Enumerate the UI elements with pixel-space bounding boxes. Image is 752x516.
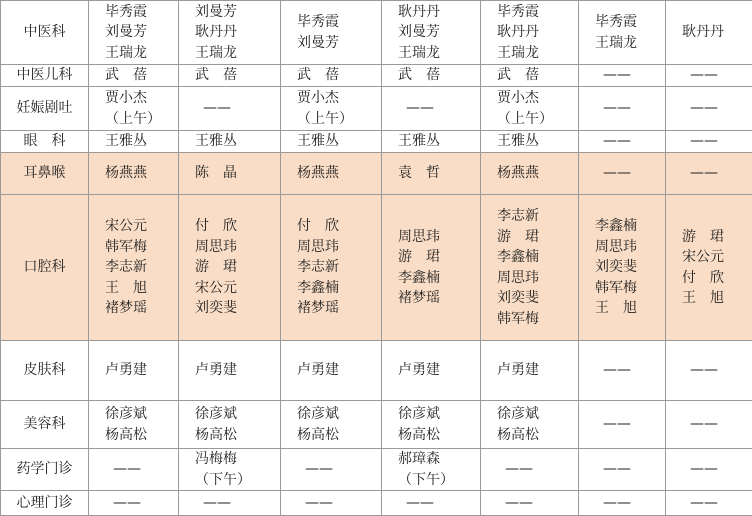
doctor-name: 王 旭 xyxy=(105,278,176,299)
schedule-row xyxy=(1,153,752,195)
doctor-cell xyxy=(89,401,179,449)
doctor-cell xyxy=(481,65,579,87)
doctor-name: 王瑞龙 xyxy=(497,43,576,64)
doctor-name: 徐彦斌 xyxy=(398,404,478,425)
doctor-cell xyxy=(179,1,281,65)
department-name: 耳鼻喉 xyxy=(1,153,89,195)
doctor-name: 毕秀霞 xyxy=(497,2,576,23)
doctor-name: 韩军梅 xyxy=(105,237,176,258)
doctor-cell xyxy=(666,491,752,516)
doctor-name: 宋公元 xyxy=(105,216,176,237)
doctor-name: （上午） xyxy=(297,109,379,130)
doctor-name: 付 欣 xyxy=(195,216,278,237)
doctor-name: 杨高松 xyxy=(105,425,176,446)
doctor-cell xyxy=(666,65,752,87)
doctor-cell xyxy=(579,153,666,195)
doctor-cell xyxy=(179,131,281,153)
doctor-cell xyxy=(281,341,382,401)
doctor-cell xyxy=(666,153,752,195)
doctor-cell xyxy=(179,491,281,516)
doctor-name: 杨燕燕 xyxy=(105,163,176,184)
doctor-cell xyxy=(281,65,382,87)
doctor-name: 王瑞龙 xyxy=(398,43,478,64)
department-name: 中医儿科 xyxy=(1,65,89,87)
department-name: 心理门诊 xyxy=(1,491,89,516)
no-clinic-dash: —— xyxy=(105,493,141,514)
no-clinic-dash: —— xyxy=(195,98,231,119)
doctor-cell xyxy=(666,401,752,449)
doctor-cell xyxy=(666,195,752,341)
doctor-name: 王雅丛 xyxy=(195,131,278,152)
doctor-cell xyxy=(382,1,481,65)
no-clinic-dash: —— xyxy=(682,131,718,152)
no-clinic-dash: —— xyxy=(195,493,231,514)
doctor-name: 刘奕斐 xyxy=(497,288,576,309)
doctor-name: 王瑞龙 xyxy=(195,43,278,64)
doctor-name: 王雅丛 xyxy=(497,131,576,152)
doctor-name: 刘奕斐 xyxy=(595,257,663,278)
no-clinic-dash: —— xyxy=(682,414,718,435)
doctor-name: 付 欣 xyxy=(297,216,379,237)
doctor-name: 刘曼芳 xyxy=(195,2,278,23)
no-clinic-dash: —— xyxy=(497,459,533,480)
doctor-name: 宋公元 xyxy=(682,247,750,268)
doctor-name: 杨高松 xyxy=(497,425,576,446)
doctor-name: 毕秀霞 xyxy=(595,12,663,33)
no-clinic-dash: —— xyxy=(105,459,141,480)
doctor-cell xyxy=(89,87,179,131)
doctor-cell xyxy=(579,341,666,401)
doctor-cell xyxy=(89,65,179,87)
doctor-cell xyxy=(666,87,752,131)
no-clinic-dash: —— xyxy=(595,163,631,184)
doctor-name: 杨燕燕 xyxy=(497,163,576,184)
doctor-cell xyxy=(382,87,481,131)
no-clinic-dash: —— xyxy=(398,98,434,119)
doctor-cell xyxy=(481,195,579,341)
department-name: 皮肤科 xyxy=(1,341,89,401)
doctor-cell xyxy=(481,341,579,401)
doctor-name: 刘曼芳 xyxy=(297,33,379,54)
doctor-name: 周思玮 xyxy=(497,268,576,289)
doctor-name: 刘奕斐 xyxy=(195,298,278,319)
doctor-name: 武 蓓 xyxy=(195,65,278,86)
department-name: 药学门诊 xyxy=(1,449,89,491)
doctor-name: 王雅丛 xyxy=(398,131,478,152)
doctor-cell xyxy=(382,195,481,341)
department-name: 美容科 xyxy=(1,401,89,449)
doctor-cell xyxy=(382,131,481,153)
doctor-name: 游 珺 xyxy=(195,257,278,278)
no-clinic-dash: —— xyxy=(595,459,631,480)
doctor-cell xyxy=(179,341,281,401)
no-clinic-dash: —— xyxy=(682,493,718,514)
doctor-name: 李鑫楠 xyxy=(398,268,478,289)
doctor-name: 褚梦瑶 xyxy=(105,298,176,319)
doctor-name: 耿丹丹 xyxy=(682,22,750,43)
no-clinic-dash: —— xyxy=(682,360,718,381)
no-clinic-dash: —— xyxy=(595,360,631,381)
doctor-name: 刘曼芳 xyxy=(398,22,478,43)
doctor-cell xyxy=(666,449,752,491)
doctor-name: 王雅丛 xyxy=(297,131,379,152)
doctor-cell xyxy=(281,87,382,131)
doctor-name: 贾小杰 xyxy=(105,88,176,109)
doctor-name: 卢勇建 xyxy=(195,360,278,381)
no-clinic-dash: —— xyxy=(682,98,718,119)
doctor-name: 游 珺 xyxy=(497,227,576,248)
doctor-cell xyxy=(179,195,281,341)
doctor-cell xyxy=(89,341,179,401)
doctor-name: 王雅丛 xyxy=(105,131,176,152)
doctor-name: 武 蓓 xyxy=(297,65,379,86)
no-clinic-dash: —— xyxy=(682,65,718,86)
doctor-cell xyxy=(179,65,281,87)
department-name: 口腔科 xyxy=(1,195,89,341)
doctor-cell xyxy=(89,1,179,65)
doctor-name: 王 旭 xyxy=(595,298,663,319)
doctor-cell xyxy=(179,153,281,195)
doctor-cell xyxy=(281,401,382,449)
doctor-name: 卢勇建 xyxy=(497,360,576,381)
no-clinic-dash: —— xyxy=(595,414,631,435)
doctor-name: 李志新 xyxy=(297,257,379,278)
doctor-cell xyxy=(382,153,481,195)
doctor-name: 卢勇建 xyxy=(105,360,176,381)
doctor-name: 徐彦斌 xyxy=(297,404,379,425)
doctor-name: （下午） xyxy=(195,470,278,491)
doctor-cell xyxy=(281,195,382,341)
doctor-name: 周思玮 xyxy=(297,237,379,258)
doctor-name: 徐彦斌 xyxy=(105,404,176,425)
doctor-name: 李鑫楠 xyxy=(595,216,663,237)
doctor-name: 杨高松 xyxy=(297,425,379,446)
department-name: 中医科 xyxy=(1,1,89,65)
doctor-cell xyxy=(89,131,179,153)
doctor-cell xyxy=(481,131,579,153)
doctor-name: 周思玮 xyxy=(595,237,663,258)
doctor-cell xyxy=(579,87,666,131)
no-clinic-dash: —— xyxy=(682,459,718,480)
doctor-cell xyxy=(89,153,179,195)
doctor-cell xyxy=(579,65,666,87)
doctor-cell xyxy=(579,131,666,153)
doctor-cell xyxy=(666,341,752,401)
doctor-name: 耿丹丹 xyxy=(497,22,576,43)
schedule-row xyxy=(1,195,752,341)
schedule-body xyxy=(1,1,752,516)
doctor-name: 褚梦瑶 xyxy=(398,288,478,309)
doctor-name: 王瑞龙 xyxy=(595,33,663,54)
doctor-cell xyxy=(281,449,382,491)
doctor-name: 武 蓓 xyxy=(497,65,576,86)
doctor-name: 耿丹丹 xyxy=(398,2,478,23)
doctor-name: 贾小杰 xyxy=(497,88,576,109)
doctor-name: 卢勇建 xyxy=(297,360,379,381)
doctor-name: 郝璋森 xyxy=(398,449,478,470)
doctor-cell xyxy=(579,491,666,516)
schedule-row xyxy=(1,65,752,87)
doctor-name: 韩军梅 xyxy=(497,309,576,330)
schedule-row xyxy=(1,449,752,491)
doctor-name: 李鑫楠 xyxy=(297,278,379,299)
doctor-cell xyxy=(281,131,382,153)
doctor-name: 冯梅梅 xyxy=(195,449,278,470)
doctor-cell xyxy=(89,195,179,341)
doctor-name: （上午） xyxy=(497,109,576,130)
no-clinic-dash: —— xyxy=(682,163,718,184)
doctor-name: 陈 晶 xyxy=(195,163,278,184)
doctor-name: 周思玮 xyxy=(195,237,278,258)
doctor-name: 贾小杰 xyxy=(297,88,379,109)
doctor-name: （下午） xyxy=(398,470,478,491)
doctor-cell xyxy=(579,449,666,491)
doctor-name: 毕秀霞 xyxy=(297,12,379,33)
doctor-cell xyxy=(481,153,579,195)
doctor-cell xyxy=(179,87,281,131)
doctor-name: 徐彦斌 xyxy=(497,404,576,425)
doctor-name: 刘曼芳 xyxy=(105,22,176,43)
no-clinic-dash: —— xyxy=(595,131,631,152)
schedule-row xyxy=(1,401,752,449)
department-name: 眼 科 xyxy=(1,131,89,153)
doctor-cell xyxy=(179,449,281,491)
doctor-cell xyxy=(481,491,579,516)
doctor-cell xyxy=(481,449,579,491)
doctor-name: 杨高松 xyxy=(195,425,278,446)
no-clinic-dash: —— xyxy=(398,493,434,514)
doctor-cell xyxy=(481,1,579,65)
no-clinic-dash: —— xyxy=(497,493,533,514)
doctor-cell xyxy=(666,1,752,65)
schedule-row xyxy=(1,491,752,516)
doctor-name: 杨燕燕 xyxy=(297,163,379,184)
doctor-name: 武 蓓 xyxy=(105,65,176,86)
doctor-cell xyxy=(382,65,481,87)
doctor-name: 游 珺 xyxy=(398,247,478,268)
doctor-cell xyxy=(382,401,481,449)
doctor-name: 李志新 xyxy=(497,206,576,227)
doctor-cell xyxy=(89,491,179,516)
department-name: 妊娠剧吐 xyxy=(1,87,89,131)
no-clinic-dash: —— xyxy=(297,459,333,480)
doctor-cell xyxy=(579,195,666,341)
no-clinic-dash: —— xyxy=(595,98,631,119)
doctor-name: （上午） xyxy=(105,109,176,130)
doctor-name: 徐彦斌 xyxy=(195,404,278,425)
doctor-name: 游 珺 xyxy=(682,227,750,248)
doctor-name: 韩军梅 xyxy=(595,278,663,299)
doctor-name: 宋公元 xyxy=(195,278,278,299)
doctor-cell xyxy=(382,491,481,516)
doctor-name: 付 欣 xyxy=(682,268,750,289)
doctor-cell xyxy=(281,153,382,195)
doctor-cell xyxy=(481,401,579,449)
no-clinic-dash: —— xyxy=(297,493,333,514)
doctor-name: 卢勇建 xyxy=(398,360,478,381)
doctor-cell xyxy=(481,87,579,131)
schedule-row xyxy=(1,1,752,65)
doctor-cell xyxy=(281,491,382,516)
no-clinic-dash: —— xyxy=(595,65,631,86)
doctor-cell xyxy=(179,401,281,449)
doctor-name: 毕秀霞 xyxy=(105,2,176,23)
doctor-cell xyxy=(382,449,481,491)
doctor-name: 武 蓓 xyxy=(398,65,478,86)
doctor-name: 王瑞龙 xyxy=(105,43,176,64)
doctor-name: 周思玮 xyxy=(398,227,478,248)
doctor-name: 袁 哲 xyxy=(398,163,478,184)
doctor-cell xyxy=(382,341,481,401)
doctor-cell xyxy=(579,401,666,449)
doctor-cell xyxy=(281,1,382,65)
schedule-row xyxy=(1,87,752,131)
doctor-name: 王 旭 xyxy=(682,288,750,309)
schedule-row xyxy=(1,341,752,401)
doctor-name: 杨高松 xyxy=(398,425,478,446)
doctor-cell xyxy=(666,131,752,153)
doctor-name: 褚梦瑶 xyxy=(297,298,379,319)
doctor-name: 李鑫楠 xyxy=(497,247,576,268)
no-clinic-dash: —— xyxy=(595,493,631,514)
schedule-row xyxy=(1,131,752,153)
doctor-name: 耿丹丹 xyxy=(195,22,278,43)
doctor-cell xyxy=(579,1,666,65)
doctor-cell xyxy=(89,449,179,491)
doctor-name: 李志新 xyxy=(105,257,176,278)
